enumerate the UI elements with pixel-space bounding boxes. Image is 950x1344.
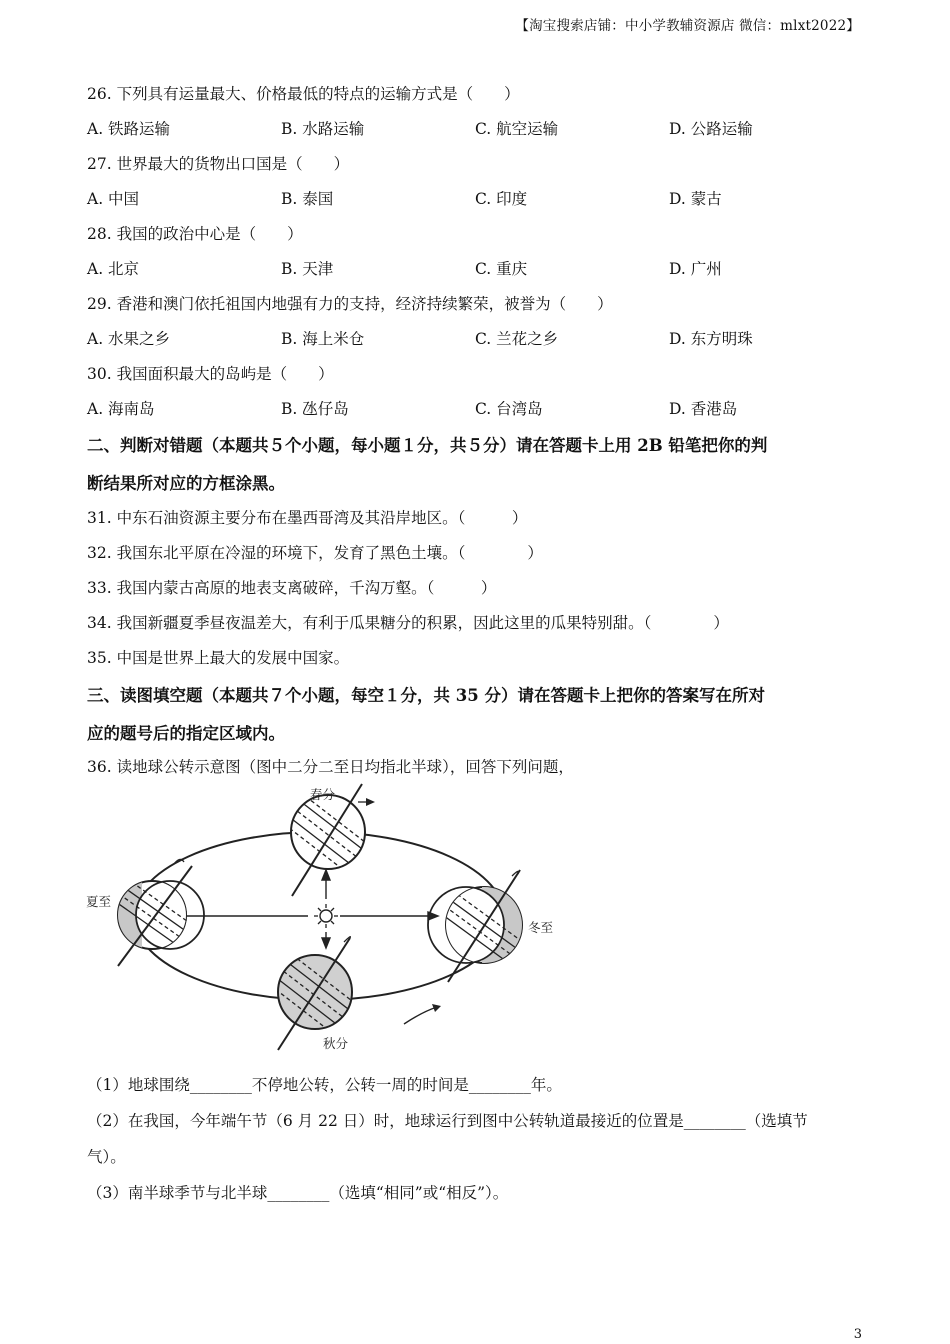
sub-question: （3）南半球季节与北半球________（选填“相同”或“相反”）。 — [87, 1184, 509, 1202]
option: A. 海南岛 — [87, 400, 155, 418]
option: B. 海上米仓 — [281, 330, 365, 348]
option: A. 铁路运输 — [87, 120, 171, 138]
section-title: 断结果所对应的方框涂黑。 — [87, 474, 285, 493]
judge-item: 34. 我国新疆夏季昼夜温差大，有利于瓜果糖分的积累，因此这里的瓜果特别甜。（ ） — [87, 614, 729, 632]
option: B. 天津 — [281, 260, 334, 278]
option: D. 广州 — [669, 260, 722, 278]
page-header: 【淘宝搜索店铺：中小学教辅资源店 微信：mlxt2022】 — [515, 18, 860, 34]
option: C. 重庆 — [475, 260, 528, 278]
question-stem: 26. 下列具有运量最大、价格最低的特点的运输方式是（ ） — [87, 85, 520, 103]
judge-item: 31. 中东石油资源主要分布在墨西哥湾及其沿岸地区。（ ） — [87, 509, 528, 527]
label-winter: 冬至 — [528, 920, 554, 935]
judge-item: 32. 我国东北平原在冷湿的环境下，发育了黑色土壤。（ ） — [87, 544, 543, 562]
option: C. 台湾岛 — [475, 400, 543, 418]
question-stem: 30. 我国面积最大的岛屿是（ ） — [87, 365, 334, 383]
option: C. 兰花之乡 — [475, 330, 559, 348]
option: D. 公路运输 — [669, 120, 753, 138]
section-title: 三、读图填空题（本题共７个小题，每空１分，共 35 分）请在答题卡上把你的答案写在所对 — [87, 686, 765, 705]
judge-item: 35. 中国是世界上最大的发展中国家。 — [87, 649, 350, 667]
option: A. 水果之乡 — [87, 330, 171, 348]
section-title: 应的题号后的指定区域内。 — [87, 724, 285, 743]
sub-question: （1）地球围绕________不停地公转，公转一周的时间是________年。 — [87, 1076, 562, 1094]
orbit-direction-arrow — [404, 1004, 441, 1024]
option: B. 氹仔岛 — [281, 400, 349, 418]
option: D. 东方明珠 — [669, 330, 753, 348]
page-number: 3 — [853, 1327, 862, 1342]
label-summer: 夏至 — [86, 894, 112, 909]
option: A. 中国 — [87, 190, 140, 208]
section-title: 二、判断对错题（本题共５个小题，每小题１分，共５分）请在答题卡上用 2B 铅笔把你的判 — [87, 436, 768, 455]
sub-question: 气）。 — [87, 1148, 126, 1166]
earth-revolution-diagram — [82, 782, 582, 1057]
option: D. 香港岛 — [669, 400, 738, 418]
label-autumn: 秋分 — [323, 1036, 349, 1051]
option: D. 蒙古 — [669, 190, 722, 208]
sun-icon — [314, 904, 338, 928]
sun-arrows — [176, 870, 438, 948]
question-stem: 28. 我国的政治中心是（ ） — [87, 225, 303, 243]
sub-question: （2）在我国，今年端午节（6 月 22 日）时，地球运行到图中公转轨道最接近的位置是________（选填节 — [87, 1112, 808, 1130]
earth-winter — [428, 870, 542, 982]
option: A. 北京 — [87, 260, 140, 278]
option: B. 泰国 — [281, 190, 334, 208]
earth-autumn — [270, 937, 356, 1050]
label-spring: 春分 — [310, 787, 336, 802]
option: C. 印度 — [475, 190, 528, 208]
judge-item: 33. 我国内蒙古高原的地表支离破碎，千沟万壑。（ ） — [87, 579, 497, 597]
option: B. 水路运输 — [281, 120, 365, 138]
earth-summer — [102, 859, 204, 966]
question-stem: 36. 读地球公转示意图（图中二分二至日均指北半球），回答下列问题， — [87, 758, 574, 776]
option: C. 航空运输 — [475, 120, 559, 138]
question-stem: 29. 香港和澳门依托祖国内地强有力的支持，经济持续繁荣，被誉为（ ） — [87, 295, 613, 313]
question-stem: 27. 世界最大的货物出口国是（ ） — [87, 155, 350, 173]
